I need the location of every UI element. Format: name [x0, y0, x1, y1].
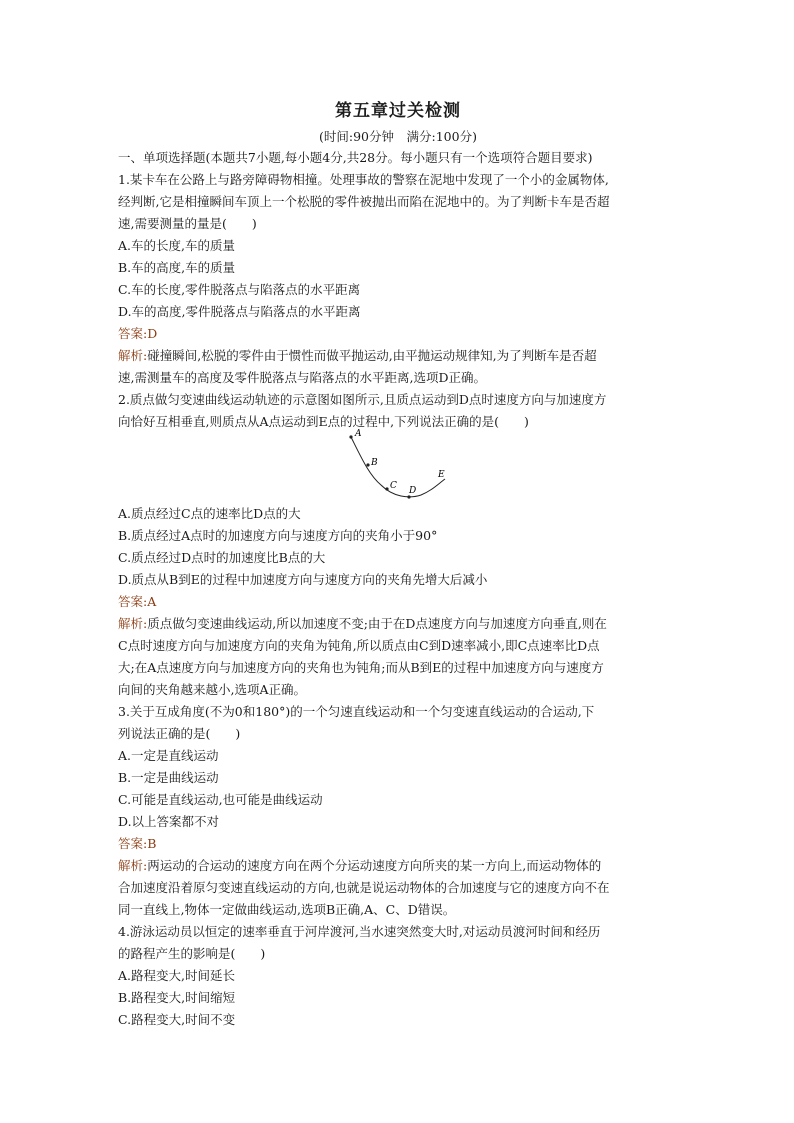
section-heading: 一、单项选择题(本题共7小题,每小题4分,共28分。每小题只有一个选项符合题目要求) — [118, 150, 593, 165]
question-4 — [118, 921, 678, 1031]
explanation-text: 质点做匀变速曲线运动,所以加速度不变;由于在D点速度方向与加速度方向垂直,则在 — [147, 616, 607, 631]
trajectory-figure — [118, 429, 678, 503]
question-1-stem-line: 经判断,它是相撞瞬间车顶上一个松脱的零件被抛出而陷在泥地中的。为了判断卡车是否超 — [118, 194, 610, 209]
question-1-option-c: C.车的长度,零件脱落点与陷落点的水平距离 — [118, 282, 361, 297]
point-c-dot — [385, 487, 388, 490]
question-3-stem-line: 列说法正确的是( ) — [118, 726, 241, 741]
question-2-option-d: D.质点从B到E的过程中加速度方向与速度方向的夹角先增大后减小 — [118, 572, 488, 587]
question-2-explanation-line: C点时速度方向与加速度方向的夹角为钝角,所以质点由C到D速率减小,即C点速率比D点 — [118, 638, 600, 653]
question-3-explanation-line: 同一直线上,物体一定做曲线运动,选项B正确,A、C、D错误。 — [118, 902, 456, 917]
exam-page — [118, 96, 678, 1031]
explanation-text: 碰撞瞬间,松脱的零件由于惯性而做平抛运动,由平抛运动规律知,为了判断车是否超 — [147, 348, 597, 363]
explanation-label: 解析: — [118, 616, 148, 631]
point-a-dot — [349, 435, 352, 438]
question-3-answer: 答案:B — [118, 836, 157, 851]
question-3-explanation-line — [118, 855, 678, 877]
question-2 — [118, 389, 678, 701]
question-2-option-a: A.质点经过C点的速率比D点的大 — [118, 506, 301, 521]
question-4-option-a: A.路程变大,时间延长 — [118, 968, 235, 983]
explanation-label: 解析: — [118, 348, 148, 363]
question-2-option-c: C.质点经过D点时的加速度比B点的大 — [118, 550, 326, 565]
explanation-label: 解析: — [118, 858, 148, 873]
question-2-option-b: B.质点经过A点时的加速度方向与速度方向的夹角小于90° — [118, 528, 438, 543]
point-b-label: B — [371, 458, 378, 468]
question-4-option-b: B.路程变大,时间缩短 — [118, 990, 236, 1005]
point-a-label: A — [355, 429, 362, 439]
question-1-option-b: B.车的高度,车的质量 — [118, 260, 236, 275]
trajectory-diagram — [343, 427, 463, 507]
question-2-stem-line: 向恰好互相垂直,则质点从A点运动到E点的过程中,下列说法正确的是( ) — [118, 414, 529, 429]
question-4-stem-line: 4.游泳运动员以恒定的速率垂直于河岸渡河,当水速突然变大时,对运动员渡河时间和经历 — [118, 924, 601, 939]
point-e-label: E — [438, 470, 445, 480]
question-3-stem-line: 3.关于互成角度(不为0和180°)的一个匀速直线运动和一个匀变速直线运动的合运动,下 — [118, 704, 595, 719]
question-1 — [118, 169, 678, 389]
question-4-stem-line: 的路程产生的影响是( ) — [118, 946, 266, 961]
trajectory-curve — [351, 437, 445, 497]
question-2-explanation-line: 大;在A点速度方向与加速度方向的夹角也为钝角;而从B到E的过程中加速度方向与速度方 — [118, 660, 604, 675]
question-3 — [118, 701, 678, 921]
question-2-answer: 答案:A — [118, 594, 157, 609]
page-title: 第五章过关检测 — [335, 101, 461, 121]
question-1-option-a: A.车的长度,车的质量 — [118, 238, 235, 253]
point-d-label: D — [409, 486, 417, 496]
question-1-answer: 答案:D — [118, 326, 158, 341]
question-3-option-c: C.可能是直线运动,也可能是曲线运动 — [118, 792, 323, 807]
explanation-text: 两运动的合运动的速度方向在两个分运动速度方向所夹的某一方向上,而运动物体的 — [147, 858, 602, 873]
point-c-label: C — [390, 481, 397, 491]
question-4-option-c: C.路程变大,时间不变 — [118, 1012, 236, 1027]
question-2-explanation-line — [118, 613, 678, 635]
question-2-stem-line: 2.质点做匀变速曲线运动轨迹的示意图如图所示,且质点运动到D点时速度方向与加速度方 — [118, 392, 607, 407]
question-3-option-a: A.一定是直线运动 — [118, 748, 219, 763]
question-1-option-d: D.车的高度,零件脱落点与陷落点的水平距离 — [118, 304, 361, 319]
exam-subtitle: (时间:90分钟 满分:100分) — [319, 129, 477, 144]
question-2-explanation-line: 向间的夹角越来越小,选项A正确。 — [118, 682, 307, 697]
question-3-option-d: D.以上答案都不对 — [118, 814, 220, 829]
question-1-explanation-line: 速,需测量车的高度及零件脱落点与陷落点的水平距离,选项D正确。 — [118, 370, 486, 385]
question-1-explanation-line — [118, 345, 678, 367]
question-1-stem-line: 速,需要测量的量是( ) — [118, 216, 257, 231]
question-3-explanation-line: 合加速度沿着原匀变速直线运动的方向,也就是说运动物体的合加速度与它的速度方向不在 — [118, 880, 610, 895]
point-b-dot — [366, 463, 369, 466]
question-3-option-b: B.一定是曲线运动 — [118, 770, 219, 785]
question-1-stem-line: 1.某卡车在公路上与路旁障碍物相撞。处理事故的警察在泥地中发现了一个小的金属物体, — [118, 172, 609, 187]
